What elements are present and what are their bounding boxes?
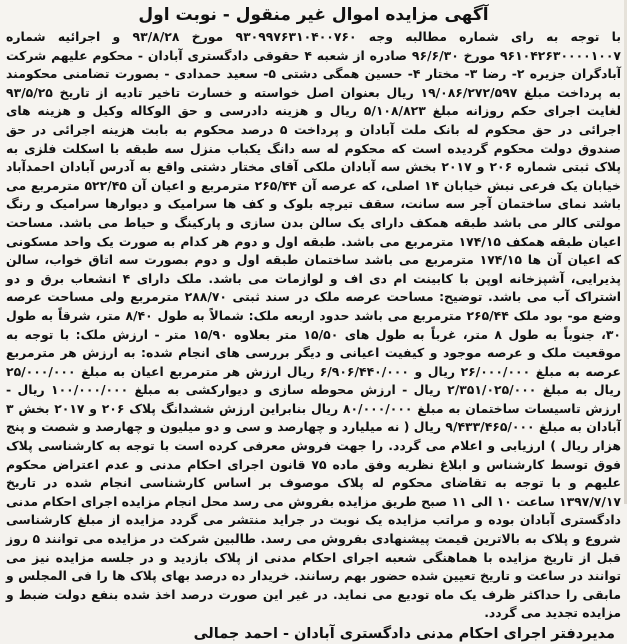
notice-body: با توجه به رای شماره مطالبه وجه ۹۳۰۹۹۷۶۳۱۰۴۰۰۷۶۰ مورخ ۹۳/۸/۲۸ و اجرائیه شماره ۹۶۱۰۴۲۶۳۰۰۰۰۱۰۰۷ مورخ ۹۶/۶/۳۰ صادره از شعبه ۴ حقوقی دادگستری آبادان - محکوم علیهم شرکت آبادگران جزیره ۲- رضا ۳- مختار ۴- حسین همگی دشتی ۵- سعید حمدادی - بصورت تضامنی محکومند به پرداخت مبلغ ۱۹/۰۸۶/۲۷۲/۵۹۷ ریال بعنوان اصل خواسته و خسارت تاخیر تادیه از تاریخ ۹۳/۵/۲۵ لغایت اجرای حکم روزانه مبلغ ۵/۱۰۸/۸۲۳ ریال و هزینه دادرسی و حق الوکاله وکیل و هزینه های اجرائی در حق محکوم له بانک ملت آبادان و پرداخت ۵ درصد محکوم به بابت هزینه اجرائی در حق صندوق دولت محکوم گردیده است که محکوم له سه دانگ یکباب منزل سه طبقه با اسکلت فلزی به پلاک ثبتی شماره ۲۰۶ و ۲۰۱۷ بخش سه آبادان ملکی آقای مختار دشتی واقع به آدرس آبادان احمدآباد خیابان یک فرعی نبش خیابان ۱۴ اصلی، که عرصه آن ۲۶۵/۴۴ مترمربع و اعیان آن ۵۲۲/۴۵ مترمربع می باشد نمای ساختمان آجر سه سانت، سقف تیرچه بلوک و کف ها سرامیک و دیوارها سرامیک و رنگ مولتی کالر می باشد طبقه همکف دارای یک سالن بدن سازی و پارکینگ و حیاط می باشد. مساحت اعیان طبقه همکف ۱۷۴/۱۵ مترمربع می باشد. طبقه اول و دوم هر کدام به صورت یک واحد مسکونی که اعیان آن ها ۱۷۴/۱۵ مترمربع می باشد ساختمان طبقه اول و دوم بصورت سه اتاق خواب، سالن پذیرایی، آشپزخانه اوپن با کابینت ام دی اف و لوازمات می باشد. ملک دارای ۴ انشعاب برق و دو اشتراک آب می باشد. توضیح: مساحت عرصه ملک در سند ثبتی ۲۸۸/۷۰ مترمربع ولی مساحت عرصه وضع مو- بود ملک ۲۶۵/۴۴ مترمربع می باشد حدود اربعه ملک: شمالاً به طول ۸/۴۰ متر، شرقاً به طول ۳۰، جنوباً به طول ۸ متر، غرباً به طول های ۱۵/۵۰ متر بعلاوه ۱۵/۹۰ متر - ارزش ملک: با توجه به موقعیت ملک و عرصه موجود و کیفیت اعیانی و دیگر بررسی های انجام شده: به ارزش هر مترمربع عرصه به مبلغ ۲۶/۰۰۰/۰۰۰ ریال و ۶/۹۰۶/۴۴۰/۰۰۰ ریال ارزش هر مترمربع اعیان به مبلغ ۲۵/۰۰۰/۰۰۰ ریال به مبلغ ۲/۳۵۱/۰۲۵/۰۰۰ ریال - ارزش محوطه سازی و دیوارکشی به مبلغ ۱۰۰/۰۰۰/۰۰۰ ریال - ارزش تاسیسات ساختمان به مبلغ ۸۰/۰۰۰/۰۰۰ ریال بنابراین ارزش ششدانگ پلاک ۲۰۶ و ۲۰۱۷ بخش ۳ آبادان به مبلغ ۹/۴۳۳/۴۶۵/۰۰۰ ریال ( نه میلیارد و چهارصد و سی و دو میلیون و چهارصد و شصت و پنج هزار ریال ) ارزیابی و اعلام می گردد. را جهت فروش معرفی کرده است با توجه به کارشناسی پلاک فوق توسط کارشناس و ابلاغ نظریه وفق ماده ۷۵ قانون اجرای احکام مدنی و عدم اعتراض محکوم علیهم و با توجه به تقاضای محکوم له پلاک موصوف بر اساس کارشناسی انجام شده در تاریخ ۱۳۹۷/۷/۱۷ ساعت ۱۰ الی ۱۱ صبح طریق مزایده بفروش می رسد محل انجام مزایده اجرای احکام مدنی دادگستری آبادان بوده و مراتب مزایده یک نوبت در جراید منتشر می گردد مزایده از مبلغ کارشناسی شروع و پلاک به بالاترین قیمت پیشنهادی بفروش می رسد. طالبین شرکت در مزایده می توانند ۵ روز قبل از تاریخ مزایده با هماهنگی شعبه اجرای احکام مدنی از پلاک بازدید و در جلسه مزایده نیز می توانند در ساعت و تاریخ تعیین شده حضور بهم رسانند. خریدار ده درصد بهای پلاک ها را فی المجلس و مابقی را حداکثر ظرف یک ماه تودیع می نماید. در غیر این صورت درصد اخذ شده بنفع دولت ضبط و مزایده تجدید می گردد. <box>6 29 622 621</box>
notice-signature: مدیردفتر اجرای احکام مدنی دادگستری آبادان - احمد جمالی <box>193 626 615 642</box>
notice-title: آگهی مزایده اموال غیر منقول - نوبت اول <box>138 5 489 25</box>
